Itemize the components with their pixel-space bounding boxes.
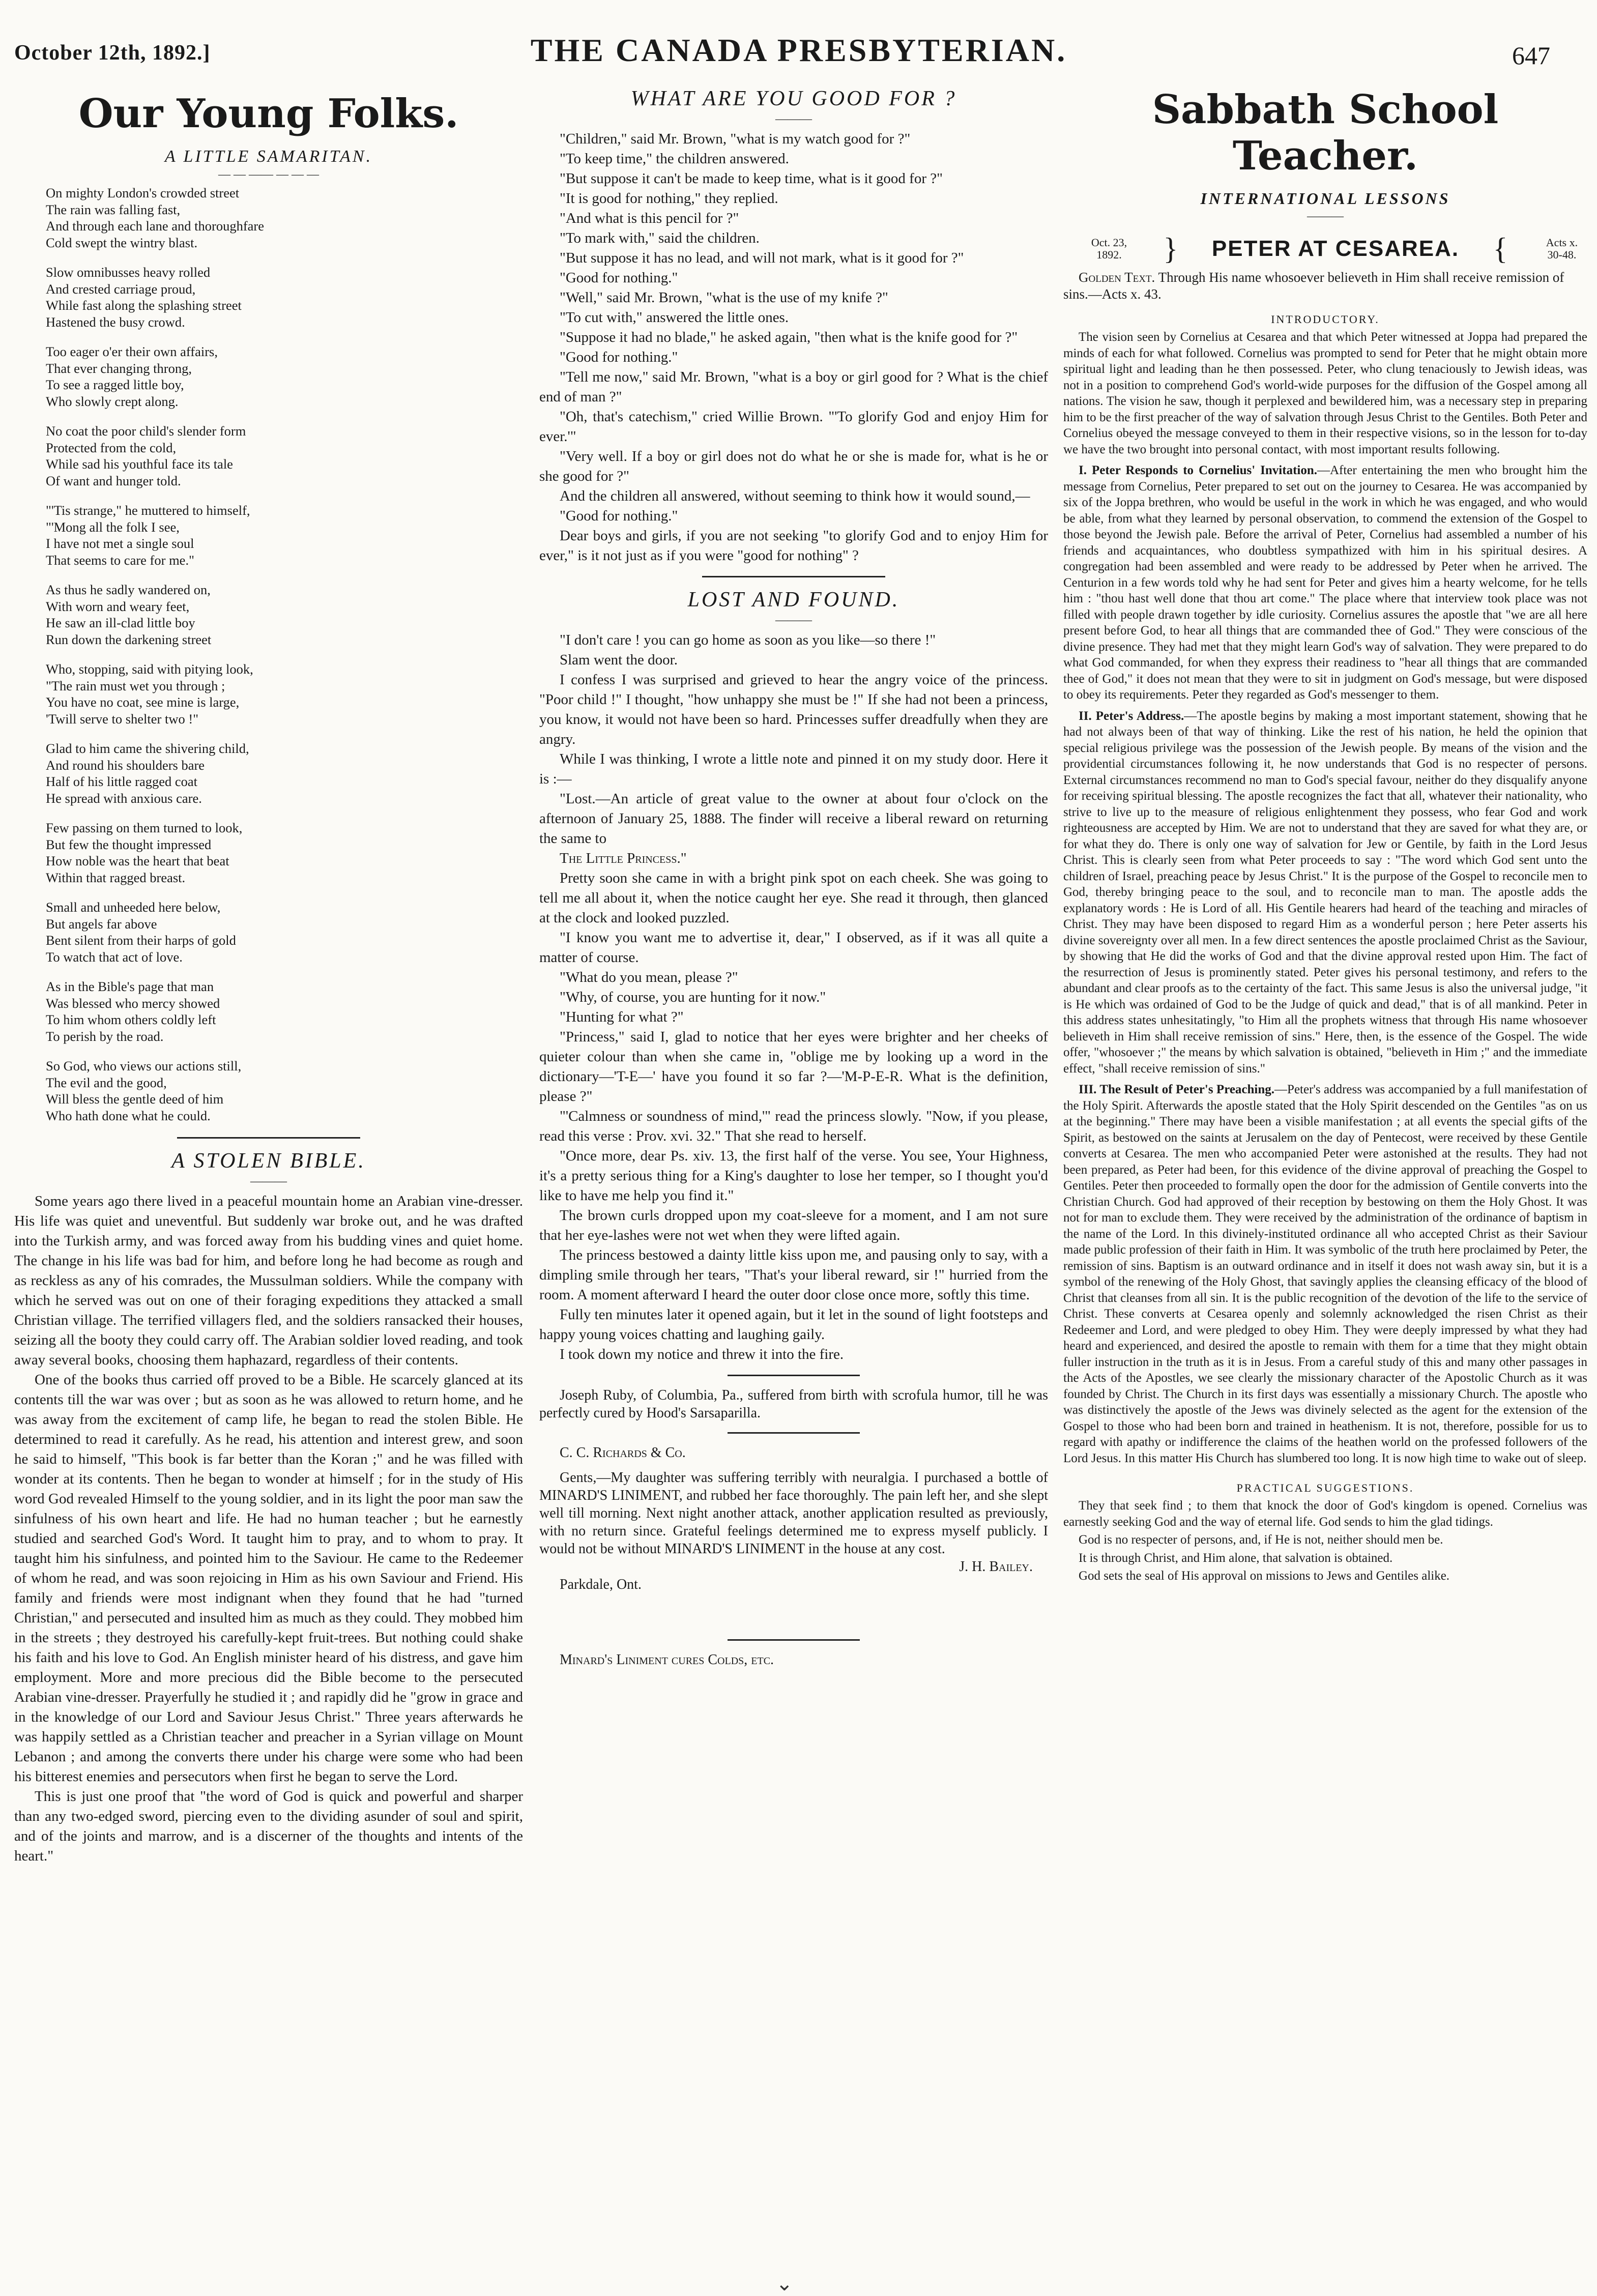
poem-stanza bbox=[46, 661, 523, 727]
title-dash: ——— bbox=[1307, 210, 1344, 223]
ad-text: Joseph Ruby, of Columbia, Pa., suffered from birth with scrofula humor, till he was perfectly cured by Hood's Sarsaparilla. bbox=[539, 1387, 1048, 1421]
paragraph: "To mark with," said the children. bbox=[560, 230, 760, 246]
poem-line: Hastened the busy crowd. bbox=[46, 314, 185, 330]
section-text: —After entertaining the men who brought him the message from Cornelius, Peter prepared to set out on the journey to Cesarea. He was accompanied by six of the Joppa brethren, who would be useful in the work in which he was engaged, and who would be able, from what they learned by personal observation, to commend the extension of the Gospel to those beyond the Jewish pale. Before the arrival of Peter, Cornelius had assembled a number of his friends and acquaintances, who doubtless sympathized with him in his spiritual desires. A congregation had been assembled and were ready to be addressed by Peter when he arrived. The Centurion in a few words told why he had sent for Peter and gives him a hearty welcome, for he tells him : "thou hast well done that thou art come." The place where that interview took place was not filled with people drawn together by idle curiosity. Cornelius assures the apostle that "we are all here present before God, to hear all things that are commanded thee of God." They were conscious of the divine presence. They had met that they might learn God's way of salvation. They were prepared to do what God commanded, for when they express their readiness to "hear all things that are commanded thee of God," it does not mean that they were to sit in judgment on God's message, but were disposed to obey its requirements. Peter they regarded as God's messenger to them. bbox=[1063, 463, 1587, 702]
paragraph: Some years ago there lived in a peaceful mountain home an Arabian vine-dresser. His life was quiet and uneventful. But suddenly war broke out, and he was drafted into the Turkish army, and was forced away from his budding vines and quiet home. The change in his life was bad for him, and before long he had become as rough and as reckless as any of his comrades, the Mussulman soldiers. While the company with which he served was out on one of their foraging expeditions they attacked a small Christian village. The terrified villagers fled, and the soldiers ransacked their houses, seizing all the booty they could carry off. The Arabian soldier loved reading, and took away several books, choosing them haphazard, regardless of their contents. bbox=[14, 1193, 523, 1368]
title-dash: ——— bbox=[775, 112, 812, 126]
ad-text: Gents,—My daughter was suffering terribly with neuralgia. I purchased a bottle of MINARD'S LINIMENT, and rubbed her face thoroughly. The pain left her, and she slept well till morning. Next night another attack, another application resulted as previously, with no return since. Grateful feelings determined me to express myself publicly. I would not be without MINARD'S LINIMENT in the house at any cost. bbox=[539, 1470, 1048, 1557]
ink-mark: ⌄ bbox=[776, 2272, 793, 2295]
poem-line: Will bless the gentle deed of him bbox=[46, 1091, 224, 1107]
poem-stanza bbox=[46, 899, 523, 965]
page-header bbox=[0, 0, 1597, 70]
lesson-section bbox=[1063, 708, 1587, 1077]
paragraph: "But suppose it has no lead, and will not mark, what is it good for ?" bbox=[560, 250, 964, 266]
poem-line: He spread with anxious care. bbox=[46, 790, 202, 806]
paragraph: "I don't care ! you can go home as soon as you like—so there !" bbox=[560, 632, 936, 648]
golden-text bbox=[1063, 269, 1587, 303]
poem-line: "'Tis strange," he muttered to himself, bbox=[46, 503, 250, 518]
paragraph: The princess bestowed a dainty little kiss upon me, and pausing only to say, with a dimpling smile through her tears, "That's your liberal reward, sir !" hurried from the room. A moment afterward I heard the outer door close once more, softly this time. bbox=[539, 1247, 1048, 1303]
golden-text-label: Golden Text. bbox=[1079, 270, 1155, 285]
poem-line: Of want and hunger told. bbox=[46, 473, 181, 488]
poem-line: Half of his little ragged coat bbox=[46, 774, 198, 789]
poem-line: The evil and the good, bbox=[46, 1074, 167, 1090]
poem-line: 'Twill serve to shelter two !" bbox=[46, 711, 199, 726]
paragraph: Pretty soon she came in with a bright pink spot on each cheek. She was going to tell me all about it, when the notice caught her eye. She read it through, then glanced at the clock and looked puzzled. bbox=[539, 870, 1048, 926]
story-body bbox=[539, 129, 1048, 566]
poem-line: But few the thought impressed bbox=[46, 836, 212, 852]
ad-text: Minard's Liniment cures Colds, etc. bbox=[560, 1652, 774, 1668]
brace-glyph: } bbox=[1163, 232, 1178, 266]
poem-line: Cold swept the wintry blast. bbox=[46, 235, 198, 250]
poem-line: I have not met a single soul bbox=[46, 536, 194, 551]
paragraph: "Good for nothing." bbox=[560, 349, 678, 365]
paragraph: "It is good for nothing," they replied. bbox=[560, 190, 778, 207]
poem-line: To see a ragged little boy, bbox=[46, 377, 184, 392]
title-dash: ——— bbox=[250, 1175, 287, 1188]
poem-line: To perish by the road. bbox=[46, 1028, 164, 1044]
section-divider bbox=[728, 1639, 860, 1641]
poem-line: Who hath done what he could. bbox=[46, 1108, 211, 1123]
poem-stanza bbox=[46, 820, 523, 886]
poem-line: Few passing on them turned to look, bbox=[46, 820, 243, 835]
section-heading: I. Peter Responds to Cornelius' Invitation. bbox=[1079, 463, 1317, 477]
paragraph: "Good for nothing." bbox=[560, 508, 678, 524]
poem-stanza bbox=[46, 582, 523, 648]
poem-stanza bbox=[46, 264, 523, 330]
poem-line: Slow omnibusses heavy rolled bbox=[46, 265, 211, 280]
poem-line: That seems to care for me." bbox=[46, 552, 194, 568]
poem-line: "'Mong all the folk I see, bbox=[46, 519, 180, 535]
paragraph: "Oh, that's catechism," cried Willie Brown. "'To glorify God and enjoy Him for ever.'" bbox=[539, 409, 1048, 445]
advertisement-hoods bbox=[539, 1386, 1048, 1422]
poem-line: As in the Bible's page that man bbox=[46, 979, 214, 994]
paragraph: Slam went the door. bbox=[560, 652, 678, 668]
practical-suggestions bbox=[1063, 1498, 1587, 1584]
poem-line: On mighty London's crowded street bbox=[46, 185, 240, 200]
poem-stanza bbox=[46, 343, 523, 410]
section-divider bbox=[728, 1432, 860, 1434]
poem-line: "The rain must wet you through ; bbox=[46, 678, 225, 693]
section-divider bbox=[728, 1375, 860, 1376]
poem-stanza bbox=[46, 423, 523, 489]
section-title: Our Young Folks. bbox=[78, 91, 459, 137]
lesson-sections bbox=[1063, 462, 1587, 1466]
paragraph: "To keep time," the children answered. bbox=[560, 151, 789, 167]
poem-line: Too eager o'er their own affairs, bbox=[46, 344, 218, 359]
paragraph: "To cut with," answered the little ones. bbox=[560, 309, 789, 326]
issue-date: October 12th, 1892.] bbox=[14, 41, 211, 65]
poem-line: But angels far above bbox=[46, 916, 157, 932]
paragraph: "And what is this pencil for ?" bbox=[560, 210, 739, 226]
poem-line: The rain was falling fast, bbox=[46, 201, 181, 217]
poem-line: Protected from the cold, bbox=[46, 440, 177, 455]
lesson-reference: Acts x. 30-48. bbox=[1546, 236, 1578, 261]
paragraph: Fully ten minutes later it opened again, but it let in the sound of light footsteps and happy young voices chatting and laughing gaily. bbox=[539, 1306, 1048, 1343]
poem-line: To him whom others coldly left bbox=[46, 1012, 216, 1027]
poem-line: Within that ragged breast. bbox=[46, 869, 186, 885]
poem-line: How noble was the heart that beat bbox=[46, 853, 229, 868]
title-dash: — — —— — — — bbox=[218, 168, 319, 181]
suggestion: They that seek find ; to them that knock the door of God's kingdom is opened. Cornelius was earnestly seeking God and the way of eternal life. God sends to him the glad tidings. bbox=[1063, 1499, 1587, 1529]
paragraph: "But suppose it can't be made to keep time, what is it good for ?" bbox=[560, 170, 943, 187]
signature: The Little Princess." bbox=[560, 850, 687, 866]
advertisement-colds bbox=[539, 1651, 1048, 1669]
poem-line: Run down the darkening street bbox=[46, 631, 212, 647]
poem-line: So God, who views our actions still, bbox=[46, 1058, 242, 1073]
section-title: Sabbath School Teacher. bbox=[1152, 86, 1499, 179]
column-sabbath-school bbox=[1063, 76, 1587, 2279]
suggestion: God is no respecter of persons, and, if He is not, neither should men be. bbox=[1079, 1533, 1443, 1547]
intro-body bbox=[1063, 329, 1587, 457]
paragraph: Dear boys and girls, if you are not seeking "to glorify God and to enjoy Him for ever," is it not just as if you were "good for nothing" ? bbox=[539, 528, 1048, 564]
brace-glyph: { bbox=[1493, 232, 1508, 266]
paragraph: While I was thinking, I wrote a little note and pinned it on my study door. Here it is :— bbox=[539, 751, 1048, 787]
advertisement-minards bbox=[539, 1444, 1048, 1593]
suggestion: God sets the seal of His approval on missions to Jews and Gentiles alike. bbox=[1079, 1569, 1450, 1583]
paragraph: This is just one proof that "the word of God is quick and powerful and sharper than any two-edged sword, piercing even to the dividing asunder of soul and spirit, and of the joints and marrow, and is a discerner of the thoughts and intents of the heart." bbox=[14, 1788, 523, 1864]
paragraph: "'Calmness or soundness of mind,'" read the princess slowly. "Now, if you please, read this verse : Prov. xvi. 32." That she read to herself. bbox=[539, 1108, 1048, 1144]
poem-line: He saw an ill-clad little boy bbox=[46, 615, 195, 630]
intro-heading: INTRODUCTORY. bbox=[1271, 313, 1380, 326]
column-stories bbox=[539, 76, 1048, 2279]
poem-line: Glad to him came the shivering child, bbox=[46, 741, 249, 756]
column-young-folks bbox=[14, 76, 523, 2279]
poem-line: As thus he sadly wandered on, bbox=[46, 582, 211, 597]
poem-line: Small and unheeded here below, bbox=[46, 899, 221, 915]
story-title: LOST AND FOUND. bbox=[687, 588, 900, 612]
poem-stanza bbox=[46, 185, 523, 251]
poem-line: No coat the poor child's slender form bbox=[46, 423, 246, 439]
paragraph: I confess I was surprised and grieved to hear the angry voice of the princess. "Poor child !" I thought, "how unhappy she must be !" If she had not been a princess, you know, it would not have been so hard. Princesses suffer dreadfully when they are angry. bbox=[539, 672, 1048, 747]
subtitle: INTERNATIONAL LESSONS bbox=[1200, 189, 1450, 208]
intro-text: The vision seen by Cornelius at Cesarea and that which Peter witnessed at Joppa had prepared the minds of each for what followed. Cornelius was prompted to send for Peter that he might obtain more spiritual light and leading than he then possessed. Peter, who clung tenaciously to Jewish ideas, was not in a position to comprehend God's world-wide purposes for the diffusion of the Gospel among all nations. The vision he saw, though it perplexed and bewildered him, was a necessary step in preparing him to be the first preacher of the way of salvation through Jesus Christ to the Gentiles. Both Peter and Cornelius obeyed the message conveyed to them in their respective visions, so in the lesson for to-day we have the two brought into personal contact, with most important results following. bbox=[1063, 330, 1587, 456]
page-number: 647 bbox=[1512, 41, 1550, 70]
poem-line: And through each lane and thoroughfare bbox=[46, 218, 264, 234]
paragraph: "Princess," said I, glad to notice that her eyes were brighter and her cheeks of quieter colour than when she came in, "oblige me by looking up a word in the dictionary—'T-E—' have you found it so far ?—'M-P-E-R. What is the definition, please ?" bbox=[539, 1029, 1048, 1105]
suggestion: It is through Christ, and Him alone, that salvation is obtained. bbox=[1079, 1551, 1393, 1565]
poem-line: With worn and weary feet, bbox=[46, 598, 190, 614]
paragraph: "Well," said Mr. Brown, "what is the use of my knife ?" bbox=[560, 289, 888, 306]
newspaper-title: THE CANADA PRESBYTERIAN. bbox=[530, 32, 1067, 68]
poem-line: Bent silent from their harps of gold bbox=[46, 933, 236, 948]
paragraph: "Lost.—An article of great value to the owner at about four o'clock on the afternoon of January 25, 1888. The finder will receive a liberal reward on returning the same to bbox=[539, 791, 1048, 847]
poem-stanza bbox=[46, 740, 523, 806]
poem-title: A LITTLE SAMARITAN. bbox=[164, 147, 373, 166]
section-heading: III. The Result of Peter's Preaching. bbox=[1079, 1083, 1275, 1096]
story-title: A STOLEN BIBLE. bbox=[171, 1149, 366, 1173]
poem-line: Who, stopping, said with pitying look, bbox=[46, 661, 253, 677]
paragraph: "Tell me now," said Mr. Brown, "what is a boy or girl good for ? What is the chief end of man ?" bbox=[539, 369, 1048, 405]
poem-line: While sad his youthful face its tale bbox=[46, 456, 233, 472]
poem-line: Who slowly crept along. bbox=[46, 393, 179, 409]
paragraph: "Hunting for what ?" bbox=[560, 1009, 684, 1025]
paragraph: "Why, of course, you are hunting for it now." bbox=[560, 989, 826, 1005]
paragraph: "Suppose it had no blade," he asked again, "then what is the knife good for ?" bbox=[560, 329, 1018, 345]
poem-stanza bbox=[46, 502, 523, 568]
lesson-title: PETER AT CESAREA. bbox=[1211, 236, 1460, 261]
paragraph: "Very well. If a boy or girl does not do what he or she is made for, what is he or she good for ?" bbox=[539, 448, 1048, 484]
section-heading: II. Peter's Address. bbox=[1079, 709, 1184, 723]
paragraph: "Once more, dear Ps. xiv. 13, the first half of the verse. You see, Your Highness, it's a pretty serious thing for a King's daughter to lose her temper, so I thought you'd like to have me help you find it." bbox=[539, 1148, 1048, 1204]
story-body bbox=[14, 1191, 523, 1866]
paragraph: "Children," said Mr. Brown, "what is my watch good for ?" bbox=[560, 131, 911, 147]
paragraph: "Good for nothing." bbox=[560, 270, 678, 286]
title-dash: ——— bbox=[775, 614, 812, 627]
lesson-section bbox=[1063, 462, 1587, 703]
lesson-section bbox=[1063, 1082, 1587, 1466]
ad-heading: C. C. Richards & Co. bbox=[560, 1445, 686, 1461]
ad-signature: J. H. Bailey. bbox=[959, 1559, 1033, 1575]
poem-stanza bbox=[46, 1058, 523, 1124]
poem-body bbox=[46, 185, 523, 1124]
section-text: —The apostle begins by making a most important statement, showing that he had not always been of that way of thinking. Like the rest of his nation, he held the opinion that special religious privilege was the possession of the Jewish people. By means of the vision and the providential circumstances following it, he now understands that God is no respecter of persons. External circumstances recommend no man to God's special favour, neither do they disqualify anyone for receiving spiritual blessing. The apostle recognizes the fact that all, whatever their nationality, who strive to live up to the measure of religious enlightenment they possess, who fear God and work righteousness are accepted by Him. We are not to understand that they are saved for what they are, or for what they do. There is only one way of salvation for Jew or Gentile, by faith in the Lord Jesus Christ. This is clearly seen from what Peter proceeds to say : "The word which God sent unto the children of Israel, preaching peace by Jesus Christ." It is the purpose of the Gospel to reconcile men to God, thereby bringing peace to the soul, and to reconcile man to man. The apostle adds the explanatory words : He is Lord of all. His Gentile hearers had heard of the teaching and miracles of Christ. They may have been disposed to regard Him as a wonderful person ; here Peter asserts his divine sovereignty over all men. In a few direct sentences the apostle proclaimed Christ as the Saviour, by showing that He did the works of God and that the divine approval rested upon Him. The fact of the resurrection of Jesus is prominently stated. Peter gives his personal testimony, and refers to the abundant and clear proofs as to the certainty of the fact. This same Jesus is also the universal judge, "it is He which was ordained of God to be the Judge of quick and dead," that is of all mankind. Peter in this address states unhesitatingly, "to Him all the prophets witness that through His name whosoever believeth in Him shall receive remission of sins." Here, then, is the essence of the Gospel. The wide offer, "whosoever ;" the means by which salvation is obtained, "believeth in Him ;" and the immediate effect, "shall receive remission of sins." bbox=[1063, 709, 1587, 1076]
paragraph: I took down my notice and threw it into the fire. bbox=[560, 1346, 844, 1362]
poem-line: While fast along the splashing street bbox=[46, 298, 242, 313]
poem-line: To watch that act of love. bbox=[46, 949, 183, 965]
poem-line: And crested carriage proud, bbox=[46, 281, 196, 297]
golden-text-body: Through His name whosoever believeth in Him shall receive remission of sins.—Acts x. 43. bbox=[1063, 270, 1564, 302]
lesson-date: Oct. 23, 1892. bbox=[1091, 236, 1127, 261]
poem-stanza bbox=[46, 978, 523, 1044]
ad-place: Parkdale, Ont. bbox=[560, 1577, 642, 1592]
paragraph: "I know you want me to advertise it, dear," I observed, as if it was all quite a matter of course. bbox=[539, 929, 1048, 966]
story-title: WHAT ARE YOU GOOD FOR ? bbox=[630, 87, 957, 110]
paragraph: "What do you mean, please ?" bbox=[560, 969, 738, 985]
practical-heading: PRACTICAL SUGGESTIONS. bbox=[1236, 1481, 1414, 1494]
section-divider bbox=[702, 576, 885, 577]
poem-line: Was blessed who mercy showed bbox=[46, 995, 220, 1011]
section-divider bbox=[177, 1137, 360, 1139]
poem-line: You have no coat, see mine is large, bbox=[46, 694, 240, 710]
story-body bbox=[539, 630, 1048, 1364]
poem-line: And round his shoulders bare bbox=[46, 757, 205, 773]
paragraph: One of the books thus carried off proved to be a Bible. He scarcely glanced at its contents till the war was over ; but as soon as he was allowed to return home, and he was away from the excitement of camp life, he began to read the stolen Bible. He determined to read it carefully. As he read, his attention and interest grew, and soon he said to himself, "This book is far better than the Koran ;" and he was filled with wonder at its contents. Then he began to wonder at himself ; for in the study of His word God revealed Himself to the young soldier, and in its light the poor man saw the sinfulness of his own heart and life. He had no human teacher ; but he earnestly studied and searched God's Word. It taught him to pray, and to whom to pray. It taught him his sinfulness, and pointed him to the Saviour. He came to the Redeemer of whom he read, and was soon rejoicing in Him as his own Saviour and Friend. His family and friends were most indignant when they found that he had "turned Christian," and persecuted and insulted him as much as they could. They mobbed him in the streets ; they destroyed his carefully-kept fruit-trees. But nothing could shake his faith and his love to God. An English minister heard of his distress, and gave him employment. More and more precious did the Bible become to the persecuted Arabian vine-dresser. Prayerfully he studied it ; and rapidly did he "grow in grace and in the knowledge of our Lord and Saviour Jesus Christ." Three years afterwards he was happily settled as a Christian teacher and preacher in a Syrian village on Mount Lebanon ; and among the converts there under his charge were some who had been his bitterest enemies and persecutors when first he began to serve the Lord. bbox=[14, 1372, 523, 1785]
paragraph: The brown curls dropped upon my coat-sleeve for a moment, and I am not sure that her eye-lashes were not wet when they were lifted again. bbox=[539, 1207, 1048, 1243]
lesson-heading bbox=[1089, 234, 1582, 264]
poem-line: That ever changing throng, bbox=[46, 360, 192, 376]
section-text: —Peter's address was accompanied by a full manifestation of the Holy Spirit. Afterwards the apostle stated that the Holy Spirit descended on the Gentiles "as on us at the beginning." There may have been a visible manifestation ; at all events the special gifts of the Spirit, as bestowed on the saints at Jerusalem on the day of Pentecost, were received by these Gentile converts at Cesarea. The men who accompanied Peter were astonished at the results. They had not been prepared, as Peter had been, for this evidence of the divine approval of preaching the Gospel to Gentiles. Peter then proceeded to formally open the door for the admission of Gentile converts into the Christian Church. God had approved of their reception by bestowing on them the Holy Ghost. It was not for man to exclude them. They were received by the administration of the ordinance of baptism in the name of the Lord. In this divinely-instituted ordinance all who accepted Christ as their Saviour made public profession of their faith in Him. It was symbolic of the truth here proclaimed by Peter, the remission of sins. Baptism is an outward ordinance and in itself it does not wash away sin, but it is a symbol of the renewing of the Holy Ghost, that savingly applies the cleansing efficacy of the blood of Christ that cleanses from all sin. It is the public recognition of the devotion of the life to the service of Christ. These converts at Cesarea openly and solemnly acknowledged the risen Christ as their Redeemer and Lord, and were pledged to obey Him. They were deeply impressed by what they had heard and experienced, and desired the apostle to remain with them for a time that they might obtain fuller instruction in the truth as it is in Jesus. From a careful study of this and many other passages in the Acts of the Apostles, we see clearly the missionary character of the Apostolic Church as it was founded by Christ. The Church in its first days was essentially a missionary Church. The apostle who was distinctively the apostle of the Jews was divinely selected as the agent for the extension of the Gospel to those who had been born and trained in heathenism. It is not, therefore, possible for us to regard with apathy or indifference the claims of the heathen world on the professed followers of the Lord Jesus. In this matter His Church has slumbered too long. It is now high time to wake out of sleep. bbox=[1063, 1083, 1587, 1465]
paragraph: And the children all answered, without seeming to think how it would sound,— bbox=[560, 488, 1030, 504]
